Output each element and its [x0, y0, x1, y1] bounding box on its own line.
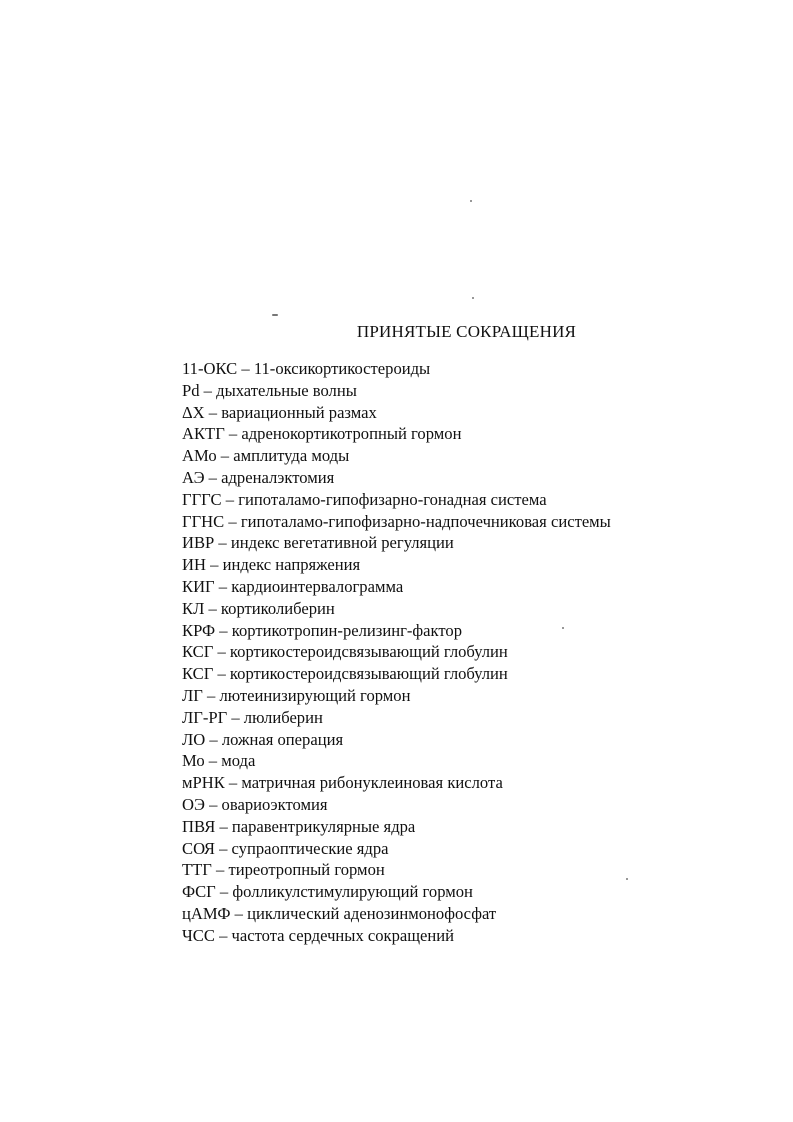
scan-speck: [626, 878, 628, 880]
abbreviation-term: СОЯ: [182, 838, 215, 858]
abbreviation-separator: –: [204, 402, 222, 422]
abbreviation-term: ЛГ-РГ: [182, 707, 228, 727]
abbreviation-entry: [182, 838, 611, 860]
abbreviation-meaning: кортикостероидсвязывающий глобулин: [229, 664, 508, 684]
abbreviation-term: АМо: [182, 446, 217, 466]
abbreviation-meaning: индекс вегетативной регуляции: [230, 533, 454, 553]
abbreviation-entry: [182, 903, 611, 925]
abbreviation-separator: –: [205, 555, 223, 575]
abbreviation-entry: [182, 402, 611, 424]
abbreviation-term: ЧСС: [182, 925, 215, 945]
scan-speck: [472, 297, 474, 299]
abbreviation-entry: [182, 750, 611, 772]
abbreviation-term: Мо: [182, 751, 205, 771]
abbreviation-separator: –: [199, 380, 217, 400]
abbreviation-separator: –: [214, 925, 232, 945]
abbreviation-meaning: ложная операция: [221, 729, 344, 749]
abbreviation-term: АКТГ: [182, 424, 225, 444]
abbreviation-meaning: супраоптические ядра: [231, 838, 389, 858]
abbreviation-meaning: индекс напряжения: [222, 555, 361, 575]
abbreviation-entry: [182, 925, 611, 947]
abbreviation-separator: –: [224, 511, 241, 531]
abbreviation-separator: –: [213, 642, 230, 662]
abbreviation-separator: –: [237, 359, 254, 378]
abbreviation-entry: [182, 467, 611, 489]
abbreviation-meaning: кортиколиберин: [220, 598, 335, 618]
abbreviation-meaning: люлиберин: [243, 707, 323, 727]
abbreviation-entry: [182, 620, 611, 642]
scan-speck: [470, 200, 472, 202]
abbreviation-meaning: частота сердечных сокращений: [231, 925, 455, 945]
abbreviation-entry: [182, 641, 611, 663]
abbreviation-entry: [182, 772, 611, 794]
abbreviation-separator: –: [204, 751, 222, 771]
abbreviation-term: ИН: [182, 555, 206, 575]
abbreviation-separator: –: [215, 620, 232, 640]
abbreviation-term: ТТГ: [182, 860, 212, 880]
abbreviation-separator: –: [202, 685, 220, 705]
abbreviation-meaning: кардиоинтервалограмма: [231, 576, 404, 596]
abbreviation-term: ГГГС: [182, 489, 222, 509]
abbreviation-separator: –: [224, 773, 242, 793]
abbreviation-term: ГГНС: [182, 511, 225, 531]
abbreviation-entry: [182, 859, 611, 881]
abbreviation-meaning: тиреотропный гормон: [228, 860, 385, 880]
abbreviation-meaning: амплитуда моды: [233, 446, 350, 466]
abbreviation-entry: [182, 511, 611, 533]
abbreviation-separator: –: [215, 816, 232, 836]
abbreviation-term: КСГ: [182, 642, 214, 662]
abbreviation-separator: –: [205, 729, 222, 749]
abbreviation-meaning: 11-оксикортикостероиды: [253, 359, 431, 378]
abbreviation-meaning: лютеинизирующий гормон: [219, 685, 411, 705]
abbreviation-separator: –: [204, 794, 222, 814]
abbreviation-term: ПВЯ: [182, 816, 216, 836]
abbreviation-entry: [182, 576, 611, 598]
abbreviation-meaning: паравентрикулярные ядра: [231, 816, 416, 836]
abbreviation-separator: –: [227, 707, 244, 727]
abbreviation-entry: [182, 598, 611, 620]
abbreviation-separator: –: [204, 598, 221, 618]
abbreviation-meaning: матричная рибонуклеиновая кислота: [241, 773, 503, 793]
abbreviation-term: ЛГ: [182, 685, 203, 705]
abbreviation-meaning: кортикотропин-релизинг-фактор: [231, 620, 463, 640]
abbreviation-term: мРНК: [182, 773, 225, 793]
abbreviation-separator: –: [213, 664, 230, 684]
abbreviation-meaning: вариационный размах: [221, 402, 377, 422]
abbreviation-term: Pd: [182, 380, 200, 400]
abbreviation-entry: [182, 532, 611, 554]
abbreviation-entry: [182, 685, 611, 707]
abbreviation-entry: [182, 729, 611, 751]
abbreviation-term: 11-ОКС: [182, 359, 238, 378]
abbreviation-separator: –: [214, 576, 232, 596]
abbreviation-term: КИГ: [182, 576, 215, 596]
abbreviation-meaning: циклический аденозинмонофосфат: [247, 903, 497, 923]
abbreviation-entry: [182, 554, 611, 576]
abbreviation-meaning: мода: [221, 751, 256, 771]
abbreviation-entry: [182, 663, 611, 685]
abbreviation-separator: –: [224, 424, 242, 444]
abbreviation-meaning: гипоталамо-гипофизарно-гонадная система: [238, 489, 547, 509]
abbreviation-meaning: адреналэктомия: [221, 467, 335, 487]
abbreviation-separator: –: [211, 860, 229, 880]
page-title: ПРИНЯТЫЕ СОКРАЩЕНИЯ: [356, 322, 577, 341]
abbreviation-term: КРФ: [182, 620, 216, 640]
abbreviation-term: цАМФ: [182, 903, 231, 923]
abbreviation-entry: [182, 489, 611, 511]
abbreviation-term: ЛО: [182, 729, 206, 749]
abbreviation-term: КСГ: [182, 664, 214, 684]
abbreviation-term: КЛ: [182, 598, 205, 618]
abbreviation-term: ИВР: [182, 533, 215, 553]
abbreviation-separator: –: [221, 489, 239, 509]
abbreviation-entry: [182, 380, 611, 402]
abbreviation-meaning: гипоталамо-гипофизарно-надпочечниковая системы: [240, 511, 611, 531]
scan-speck: [562, 627, 564, 629]
abbreviation-term: ФСГ: [182, 882, 216, 902]
abbreviation-meaning: фолликулстимулирующий гормон: [232, 882, 473, 902]
abbreviation-separator: –: [204, 467, 222, 487]
abbreviation-entry: [182, 445, 611, 467]
scan-speck: [272, 314, 278, 316]
abbreviation-entry: [182, 423, 611, 445]
abbreviation-separator: –: [216, 446, 234, 466]
abbreviation-entry: [182, 794, 611, 816]
abbreviation-meaning: овариоэктомия: [221, 794, 328, 814]
abbreviation-meaning: адренокортикотропный гормон: [241, 424, 462, 444]
abbreviation-term: ОЭ: [182, 794, 205, 814]
abbreviation-separator: –: [230, 903, 248, 923]
abbreviation-separator: –: [215, 882, 233, 902]
abbreviation-term: ΔX: [182, 402, 205, 422]
abbreviation-meaning: дыхательные волны: [216, 380, 357, 400]
abbreviation-separator: –: [214, 533, 231, 553]
abbreviation-entry: [182, 881, 611, 903]
abbreviation-entry: [182, 358, 611, 380]
abbreviation-entry: [182, 707, 611, 729]
abbreviation-meaning: кортикостероидсвязывающий глобулин: [229, 642, 508, 662]
abbreviation-entry: [182, 816, 611, 838]
abbreviation-separator: –: [214, 838, 232, 858]
abbreviation-term: АЭ: [182, 467, 205, 487]
abbreviation-list: [182, 358, 611, 947]
